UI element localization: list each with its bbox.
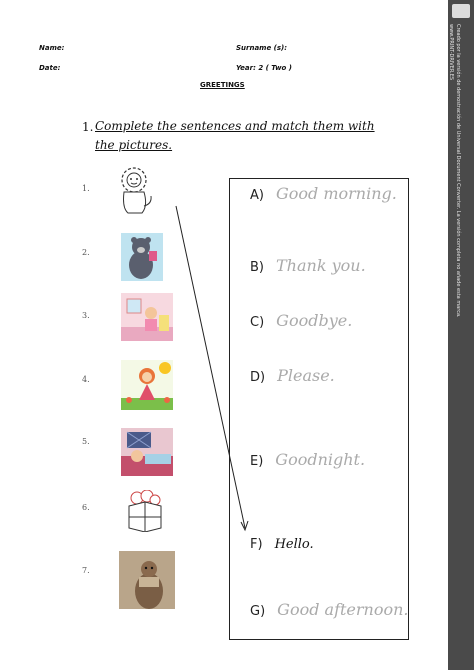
watermark-line-1: Creado por la versión de demostración de Universal Document Converter. La versión completa no añade esta marca. bbox=[455, 24, 461, 318]
watermark-text bbox=[447, 24, 461, 324]
option-text: Please. bbox=[277, 366, 335, 385]
watermark-line-2: www.PRINT-DRIVER.ES bbox=[448, 24, 454, 81]
date-label: Date: bbox=[39, 64, 61, 72]
option-letter: C) bbox=[250, 315, 265, 330]
name-label: Name: bbox=[39, 44, 65, 52]
picture-number-2: 2. bbox=[82, 248, 90, 257]
picture-number-3: 3. bbox=[82, 311, 90, 320]
option-letter: B) bbox=[250, 260, 264, 275]
option-letter: E) bbox=[250, 454, 264, 469]
option-text: Goodnight. bbox=[275, 450, 366, 469]
instruction-number: 1. bbox=[82, 120, 94, 134]
picture-number-6: 6. bbox=[82, 503, 90, 512]
option-text: Goodbye. bbox=[276, 311, 353, 330]
option-text: Thank you. bbox=[276, 256, 366, 275]
instruction-text: Complete the sentences and match them with the pictures. bbox=[95, 119, 375, 152]
option-letter: D) bbox=[250, 370, 266, 385]
picture-number-4: 4. bbox=[82, 375, 90, 384]
year-label: Year: 2 ( Two ) bbox=[236, 64, 292, 72]
page-title: GREETINGS bbox=[200, 81, 245, 89]
picture-number-7: 7. bbox=[82, 566, 90, 575]
option-letter: G) bbox=[250, 604, 266, 619]
picture-number-5: 5. bbox=[82, 437, 90, 446]
option-text: Hello. bbox=[274, 537, 314, 552]
surname-label: Surname (s): bbox=[236, 44, 288, 52]
option-letter: A) bbox=[250, 188, 264, 203]
option-letter: F) bbox=[250, 537, 263, 552]
picture-number-1: 1. bbox=[82, 184, 90, 193]
option-text: Good afternoon. bbox=[277, 600, 409, 619]
converter-logo-icon bbox=[452, 4, 470, 18]
option-text: Good morning. bbox=[275, 184, 397, 203]
